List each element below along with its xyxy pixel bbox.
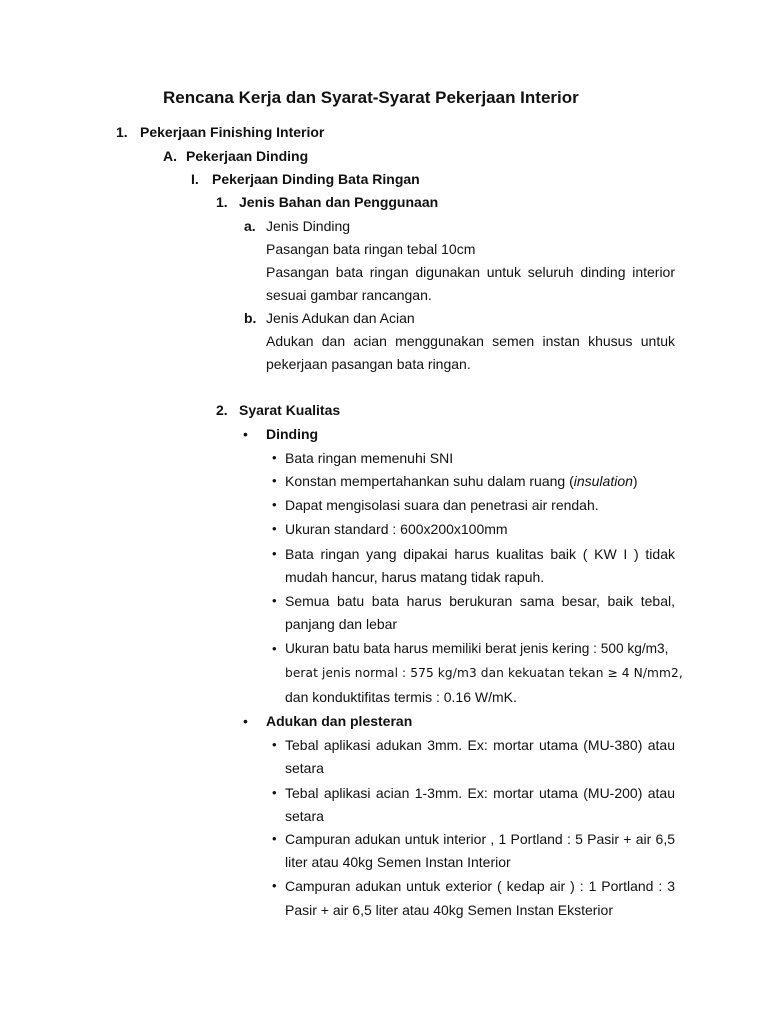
dinding-item-text: Bata ringan yang dipakai harus kualitas baik ( KW I ) tidak (285, 546, 675, 562)
dinding-item-suffix: ) (632, 473, 638, 489)
bullet-dot-icon: • (243, 713, 248, 729)
dinding-item-text: dan konduktifitas termis : 0.16 W/mK. (285, 689, 517, 705)
dinding-heading: Dinding (266, 426, 319, 442)
adukan-item-text: setara (285, 760, 324, 776)
adukan-item-text: Tebal aplikasi acian 1-3mm. Ex: mortar utama (MU-200) atau (285, 785, 675, 801)
bullet-icon: • (272, 737, 277, 752)
dinding-item-text: panjang dan lebar (285, 616, 398, 632)
adukan-heading: Adukan dan plesteran (266, 713, 413, 729)
bullet-icon: • (272, 641, 277, 656)
item-b-letter: b. (244, 310, 257, 326)
section-i-number: I. (191, 171, 199, 187)
bullet-icon: • (272, 546, 277, 561)
dinding-item-prefix: Konstan mempertahankan suhu dalam ruang ( (285, 473, 574, 489)
bullet-icon: • (272, 521, 277, 536)
adukan-item-text: Campuran adukan untuk interior , 1 Portland : 5 Pasir + air 6,5 (285, 831, 675, 847)
item-a-line: Pasangan bata ringan tebal 10cm (266, 241, 476, 257)
item-b-heading: Jenis Adukan dan Acian (266, 310, 415, 326)
section-i-heading: Pekerjaan Dinding Bata Ringan (212, 171, 420, 187)
dinding-item-text: mudah hancur, harus matang tidak rapuh. (285, 569, 545, 585)
item-a-line: sesuai gambar rancangan. (266, 287, 432, 303)
bullet-icon: • (272, 450, 277, 465)
bullet-icon: • (272, 593, 277, 608)
item-a-heading: Jenis Dinding (266, 218, 351, 234)
item-a-letter: a. (244, 218, 256, 234)
dinding-item-text: Semua batu bata harus berukuran sama besar, baik tebal, (285, 593, 675, 609)
subsection-2-number: 2. (216, 402, 228, 418)
section-a-number: A. (163, 148, 177, 164)
adukan-item-text: Tebal aplikasi adukan 3mm. Ex: mortar utama (MU-380) atau (285, 737, 675, 753)
dinding-item-text (285, 471, 638, 491)
dinding-item-text: Ukuran standard : 600x200x100mm (285, 521, 508, 537)
bullet-icon: • (272, 878, 277, 893)
section-a-heading: Pekerjaan Dinding (186, 148, 309, 164)
bullet-icon: • (272, 785, 277, 800)
subsection-2-heading: Syarat Kualitas (239, 402, 341, 418)
dinding-item-text: berat jenis normal : 575 kg/m3 dan kekuatan tekan ≥ 4 N/mm2, (285, 666, 683, 680)
adukan-item-text: liter atau 40kg Semen Instan Interior (285, 854, 511, 870)
bullet-dot-icon: • (243, 426, 248, 442)
dinding-item-italic: insulation (573, 473, 633, 489)
page-title: Rencana Kerja dan Syarat-Syarat Pekerjaan Interior (163, 88, 579, 107)
adukan-item-text: setara (285, 808, 324, 824)
dinding-item-text: Bata ringan memenuhi SNI (285, 450, 454, 466)
adukan-item-text: Pasir + air 6,5 liter atau 40kg Semen Instan Eksterior (285, 902, 613, 918)
bullet-icon: • (272, 497, 277, 512)
section-1-heading: Pekerjaan Finishing Interior (140, 124, 325, 140)
subsection-1-heading: Jenis Bahan dan Penggunaan (239, 194, 439, 210)
bullet-icon: • (272, 831, 277, 846)
item-b-line: pekerjaan pasangan bata ringan. (266, 356, 471, 372)
section-1-number: 1. (116, 124, 128, 140)
dinding-item-text: Dapat mengisolasi suara dan penetrasi air rendah. (285, 497, 599, 513)
adukan-item-text: Campuran adukan untuk exterior ( kedap air ) : 1 Portland : 3 (285, 878, 675, 894)
item-b-line: Adukan dan acian menggunakan semen instan khusus untuk (266, 333, 675, 349)
dinding-item-text: Ukuran batu bata harus memiliki berat jenis kering : 500 kg/m3, (285, 641, 669, 656)
bullet-icon: • (272, 473, 277, 488)
item-a-line: Pasangan bata ringan digunakan untuk seluruh dinding interior (266, 264, 675, 280)
subsection-1-number: 1. (216, 194, 228, 210)
